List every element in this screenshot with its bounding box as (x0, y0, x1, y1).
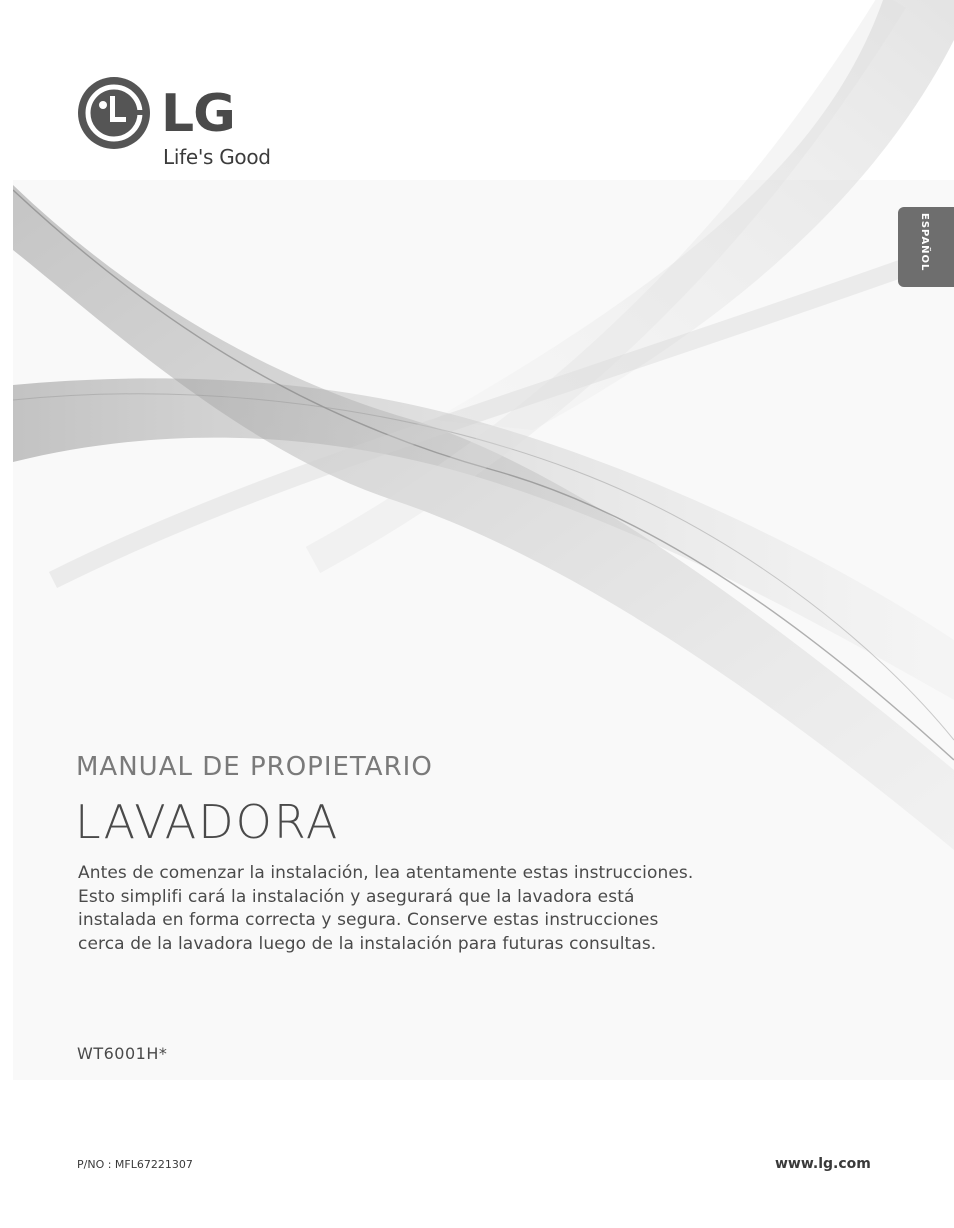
website-link[interactable]: www.lg.com (775, 1156, 871, 1172)
lg-emblem-icon (77, 76, 151, 150)
lg-logo (77, 76, 317, 176)
product-title: LAVADORA (75, 795, 340, 849)
document-type-heading: MANUAL DE PROPIETARIO (76, 752, 433, 782)
part-number: P/NO : MFL67221307 (77, 1158, 193, 1171)
intro-paragraph (78, 862, 778, 956)
language-tab (898, 207, 954, 287)
model-number: WT6001H* (77, 1044, 168, 1063)
manual-cover (13, 0, 954, 1228)
brand-wordmark: LG (161, 84, 235, 144)
intro-line: cerca de la lavadora luego de la instalación para futuras consultas. (78, 933, 657, 954)
language-tab-label: ESPAÑOL (919, 213, 930, 272)
brand-tagline: Life's Good (163, 145, 271, 169)
intro-line: Esto simplifi cará la instalación y asegurará que la lavadora está (78, 886, 635, 907)
intro-line: Antes de comenzar la instalación, lea atentamente estas instrucciones. (78, 863, 694, 883)
intro-line: instalada en forma correcta y segura. Conserve estas instrucciones (78, 910, 659, 930)
